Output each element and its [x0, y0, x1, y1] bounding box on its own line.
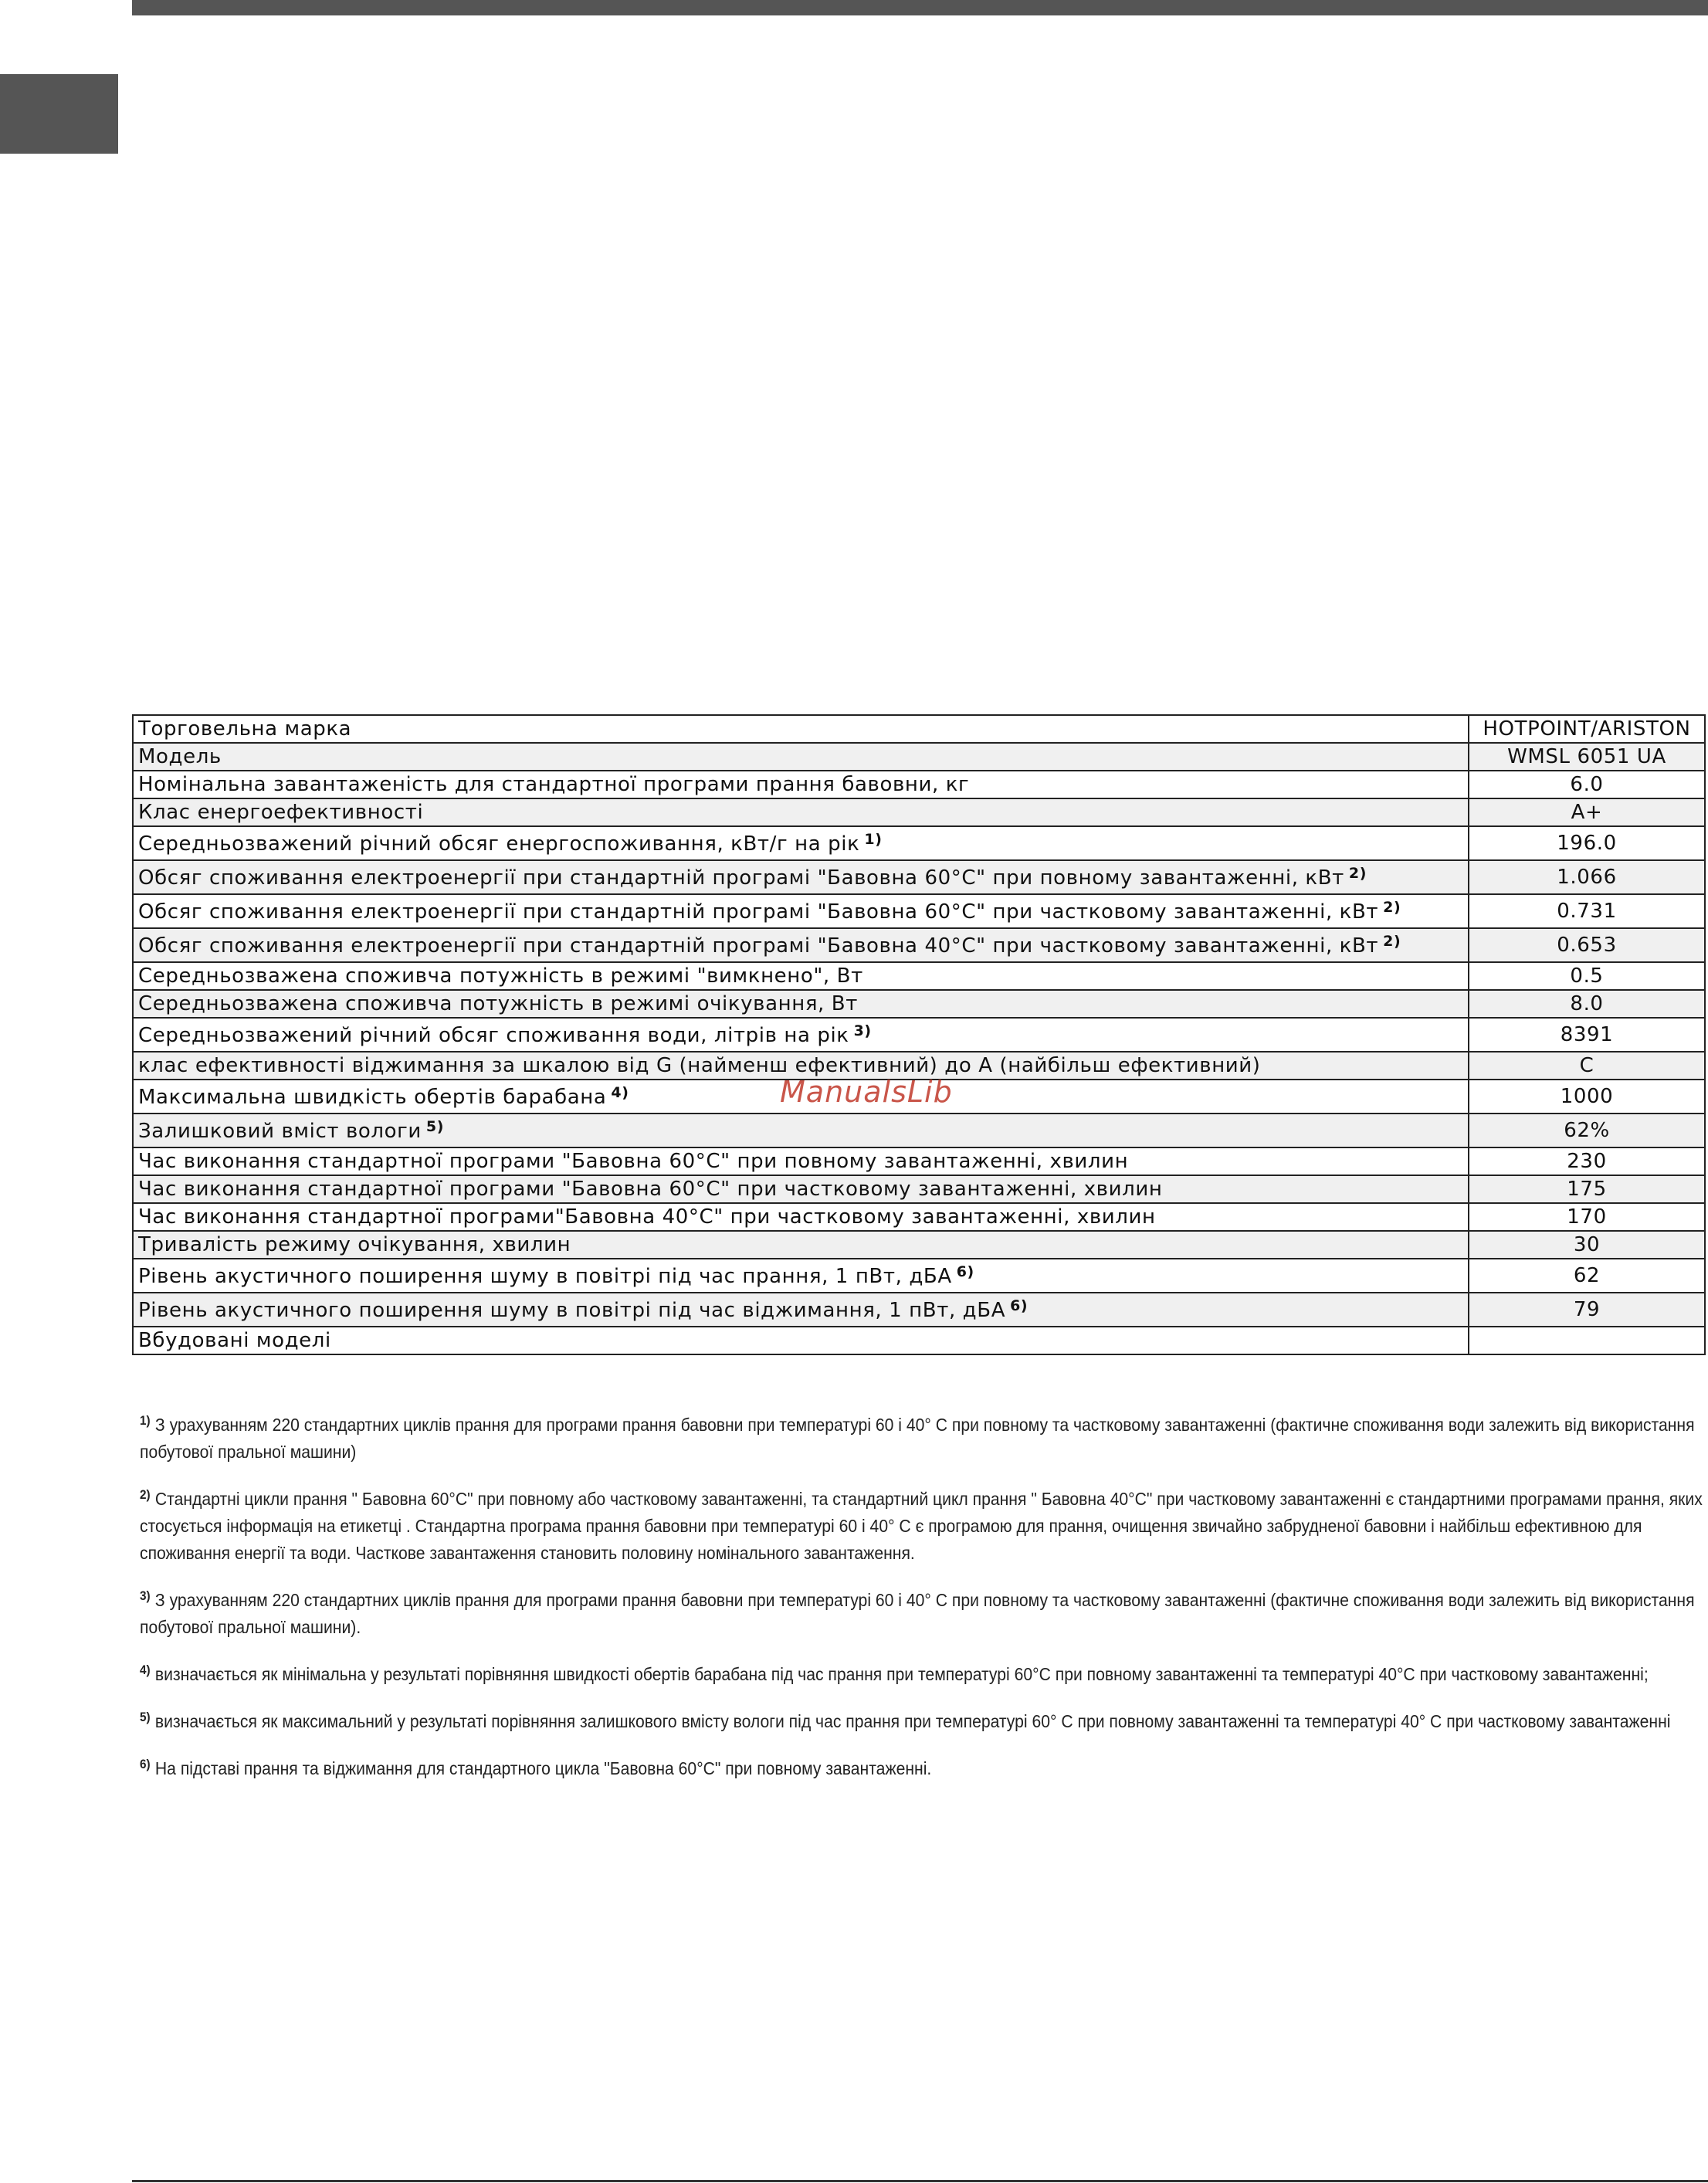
header-bar: [132, 0, 1708, 15]
parameter-label: Клас енергоефективності: [138, 801, 424, 824]
value-cell: 0.653: [1469, 928, 1705, 962]
parameter-cell: [133, 894, 1469, 928]
value-cell: 79: [1469, 1293, 1705, 1327]
table-row: [133, 962, 1705, 990]
table-row: [133, 826, 1705, 860]
parameter-label: Торговельна марка: [138, 717, 352, 741]
parameter-cell: [133, 1147, 1469, 1175]
footnote-ref: 6): [1010, 1297, 1029, 1314]
value-cell: WMSL 6051 UA: [1469, 743, 1705, 771]
parameter-cell: [133, 860, 1469, 894]
footnote: [140, 1407, 1703, 1466]
parameter-label: Вбудовані моделі: [138, 1329, 331, 1352]
parameter-cell: [133, 1018, 1469, 1052]
table-row: [133, 1203, 1705, 1231]
value-cell: 0.731: [1469, 894, 1705, 928]
parameter-cell: [133, 771, 1469, 798]
parameter-label: Модель: [138, 745, 222, 768]
footnote-ref: 5): [425, 1118, 444, 1135]
parameter-label: Середньозважений річний обсяг енергоспоживання, кВт/г на рік: [138, 832, 860, 856]
footer-rule: [132, 2180, 1708, 2182]
table-row: [133, 715, 1705, 743]
parameter-label: Номінальна завантаженість для стандартної програми прання бавовни, кг: [138, 773, 970, 796]
parameter-label: Обсяг споживання електроенергії при стандартній програмі "Бавовна 60°C" при частковому завантаженні, кВт: [138, 900, 1379, 924]
footnote-text: На підставі прання та віджимання для стандартного цикла "Бавовна 60°C" при повному завантаженні.: [154, 1758, 932, 1778]
parameter-label: Максимальна швидкість обертів барабана: [138, 1086, 607, 1109]
table-row: [133, 860, 1705, 894]
table-row: [133, 894, 1705, 928]
table-row: [133, 743, 1705, 771]
language-tab-marker: [0, 74, 118, 154]
parameter-label: Час виконання стандартної програми "Бавовна 60°C" при повному завантаженні, хвилин: [138, 1150, 1129, 1173]
footnote-ref: 4): [611, 1084, 629, 1101]
value-cell: 1.066: [1469, 860, 1705, 894]
parameter-cell: [133, 990, 1469, 1018]
footnote-mark: 1): [140, 1413, 151, 1428]
value-cell: HOTPOINT/ARISTON: [1469, 715, 1705, 743]
table-row: [133, 771, 1705, 798]
value-cell: 62%: [1469, 1114, 1705, 1147]
parameter-cell: [133, 928, 1469, 962]
value-cell: 196.0: [1469, 826, 1705, 860]
parameter-cell: [133, 1259, 1469, 1293]
value-cell: 8.0: [1469, 990, 1705, 1018]
footnote-ref: 1): [864, 831, 883, 848]
value-cell: 175: [1469, 1175, 1705, 1203]
footnote-ref: 2): [1383, 933, 1401, 950]
parameter-label: клас ефективності віджимання за шкалою від G (найменш ефективний) до A (найбільш ефективний): [138, 1054, 1261, 1077]
footnote: [140, 1481, 1703, 1567]
value-cell: 6.0: [1469, 771, 1705, 798]
parameter-label: Рівень акустичного поширення шуму в повітрі під час прання, 1 пВт, дБА: [138, 1265, 952, 1288]
footnote-mark: 6): [140, 1757, 151, 1771]
footnote: [140, 1656, 1703, 1688]
parameter-label: Залишковий вміст вологи: [138, 1120, 422, 1143]
parameter-label: Середньозважена споживча потужність в режимі "вимкнено", Вт: [138, 964, 863, 988]
footnote-text: З урахуванням 220 стандартних циклів прання для програми прання бавовни при температурі 60 і 40° С при повному та частковому завантаженні (фактичне споживання води залежить від використання побутової пральної машини).: [140, 1590, 1695, 1637]
table-row: [133, 1175, 1705, 1203]
parameter-cell: [133, 715, 1469, 743]
footnote-mark: 2): [140, 1487, 151, 1502]
specification-table: [132, 714, 1706, 1355]
parameter-cell: [133, 798, 1469, 826]
footnotes: [140, 1407, 1703, 1798]
parameter-cell: [133, 1293, 1469, 1327]
footnote: [140, 1703, 1703, 1735]
footnote-text: визначається як мінімальна у результаті порівняння швидкості обертів барабана під час прання при температурі 60°C при повному завантаженні та температурі 40°C при частковому завантаженні;: [154, 1664, 1649, 1684]
table-row: [133, 1147, 1705, 1175]
parameter-cell: [133, 962, 1469, 990]
footnote-text: З урахуванням 220 стандартних циклів прання для програми прання бавовни при температурі 60 і 40° С при повному та частковому завантаженні (фактичне споживання води залежить від використання побутової пральної машини): [140, 1415, 1695, 1462]
value-cell: 30: [1469, 1231, 1705, 1259]
parameter-cell: [133, 743, 1469, 771]
footnote-mark: 4): [140, 1663, 151, 1677]
value-cell: C: [1469, 1052, 1705, 1080]
table-row: [133, 1327, 1705, 1354]
parameter-label: Середньозважений річний обсяг споживання води, літрів на рік: [138, 1024, 849, 1047]
value-cell: 230: [1469, 1147, 1705, 1175]
value-cell: 170: [1469, 1203, 1705, 1231]
parameter-label: Тривалість режиму очікування, хвилин: [138, 1233, 571, 1256]
value-cell: A+: [1469, 798, 1705, 826]
parameter-label: Час виконання стандартної програми "Бавовна 60°C" при частковому завантаженні, хвилин: [138, 1178, 1163, 1201]
parameter-label: Обсяг споживання електроенергії при стандартній програмі "Бавовна 40°C" при частковому завантаженні, кВт: [138, 934, 1379, 958]
footnote: [140, 1751, 1703, 1782]
footnote: [140, 1582, 1703, 1641]
watermark: ManualsLib: [780, 1075, 953, 1109]
parameter-cell: [133, 826, 1469, 860]
table-row: [133, 1231, 1705, 1259]
table-row: [133, 1259, 1705, 1293]
parameter-cell: [133, 1203, 1469, 1231]
value-cell: 8391: [1469, 1018, 1705, 1052]
parameter-label: Обсяг споживання електроенергії при стандартній програмі "Бавовна 60°C" при повному завантаженні, кВт: [138, 866, 1344, 890]
footnote-mark: 5): [140, 1710, 151, 1724]
parameter-label: Рівень акустичного поширення шуму в повітрі під час віджимання, 1 пВт, дБА: [138, 1299, 1006, 1322]
parameter-cell: [133, 1175, 1469, 1203]
footnote-mark: 3): [140, 1588, 151, 1603]
table-row: [133, 1293, 1705, 1327]
parameter-cell: [133, 1114, 1469, 1147]
parameter-label: Час виконання стандартної програми"Бавовна 40°C" при частковому завантаженні, хвилин: [138, 1205, 1156, 1229]
value-cell: 0.5: [1469, 962, 1705, 990]
footnote-ref: 2): [1348, 865, 1367, 882]
footnote-ref: 2): [1383, 899, 1401, 916]
table-row: [133, 928, 1705, 962]
footnote-text: Стандартні цикли прання " Бавовна 60°C" при повному або частковому завантаженні, та стандартний цикл прання " Бавовна 40°C" при частковому завантаженні є стандартними програмами прання, яких стосується інформація на етикетці . Стандартна програма прання бавовни при температурі 60 і 40° С є програмою для прання, очищення звичайно забрудненої бавовни і найбільш ефективною для споживання енергії та води. Часткове завантаження становить половину номінального завантаження.: [140, 1489, 1703, 1563]
table-row: [133, 990, 1705, 1018]
parameter-cell: [133, 1231, 1469, 1259]
value-cell: [1469, 1327, 1705, 1354]
footnote-text: визначається як максимальний у результаті порівняння залишкового вмісту вологи під час прання при температурі 60° С при повному завантаженні та температурі 40° С при частковому завантаженні: [154, 1711, 1671, 1731]
table-row: [133, 798, 1705, 826]
table-row: [133, 1114, 1705, 1147]
value-cell: 1000: [1469, 1080, 1705, 1114]
footnote-ref: 6): [956, 1263, 974, 1280]
value-cell: 62: [1469, 1259, 1705, 1293]
parameter-cell: [133, 1327, 1469, 1354]
parameter-label: Середньозважена споживча потужність в режимі очікування, Вт: [138, 992, 858, 1015]
footnote-ref: 3): [853, 1022, 872, 1039]
table-row: [133, 1018, 1705, 1052]
